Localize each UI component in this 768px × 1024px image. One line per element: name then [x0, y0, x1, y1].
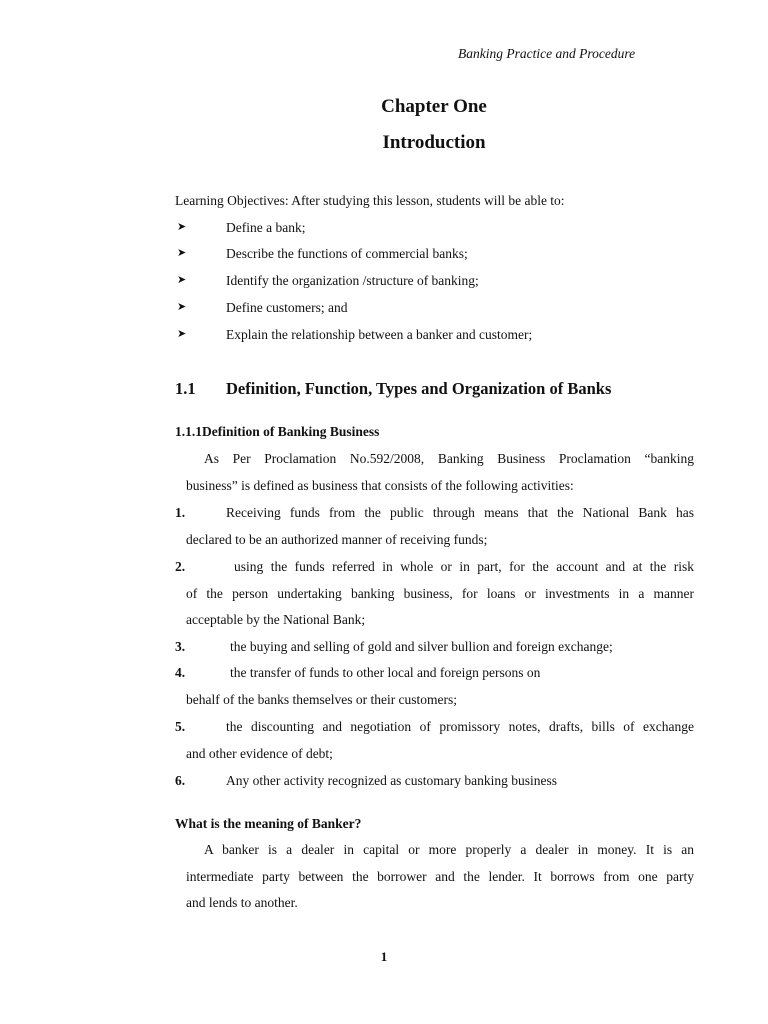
paragraph-line: and lends to another. [186, 895, 298, 910]
list-item-line: declared to be an authorized manner of receiving funds; [186, 532, 488, 547]
page-number: 1 [380, 949, 388, 964]
objective-item: Explain the relationship between a banker and customer; [226, 327, 533, 342]
list-number: 4. [175, 665, 186, 680]
paragraph-line: business” is defined as business that consists of the following activities: [186, 478, 574, 493]
arrow-bullet-icon: ➤ [177, 328, 187, 340]
list-number: 5. [175, 719, 186, 734]
objective-item: Define a bank; [226, 220, 306, 235]
chapter-title: Introduction [382, 132, 486, 153]
list-number: 3. [175, 639, 186, 654]
list-item-line: Any other activity recognized as customary banking business [226, 773, 558, 788]
objective-item: Describe the functions of commercial banks; [226, 246, 468, 261]
section-number: 1.1 [175, 379, 196, 398]
list-number: 1. [175, 505, 186, 520]
paragraph-line: A banker is a dealer in capital or more properly a dealer in money. It is an [204, 842, 694, 857]
list-item-line: of the person undertaking banking business, for loans or investments in a manner [186, 586, 694, 601]
arrow-bullet-icon: ➤ [177, 274, 187, 286]
objectives-intro: Learning Objectives: After studying this lesson, students will be able to: [175, 193, 565, 208]
section-title: Definition, Function, Types and Organization of Banks [226, 379, 612, 398]
list-item-line: using the funds referred in whole or in part, for the account and at the risk [234, 559, 694, 574]
arrow-bullet-icon: ➤ [177, 247, 187, 259]
list-number: 6. [175, 773, 186, 788]
paragraph-line: As Per Proclamation No.592/2008, Banking Business Proclamation “banking [204, 451, 694, 466]
running-header: Banking Practice and Procedure [458, 46, 636, 61]
list-item-line: Receiving funds from the public through means that the National Bank has [226, 505, 694, 520]
list-item-line: behalf of the banks themselves or their customers; [186, 692, 458, 707]
arrow-bullet-icon: ➤ [177, 221, 187, 233]
paragraph-line: intermediate party between the borrower and the lender. It borrows from one party [186, 869, 694, 884]
arrow-bullet-icon: ➤ [177, 301, 187, 313]
objective-item: Define customers; and [226, 300, 348, 315]
banker-heading: What is the meaning of Banker? [175, 816, 362, 831]
chapter-number-title: Chapter One [381, 96, 487, 117]
list-item-line: the discounting and negotiation of promissory notes, drafts, bills of exchange [226, 719, 694, 734]
list-item-line: and other evidence of debt; [186, 746, 333, 761]
objective-item: Identify the organization /structure of banking; [226, 273, 479, 288]
list-item-line: the transfer of funds to other local and foreign persons on [230, 665, 541, 680]
list-item-line: the buying and selling of gold and silver bullion and foreign exchange; [230, 639, 613, 654]
list-number: 2. [175, 559, 186, 574]
subsection-heading: 1.1.1Definition of Banking Business [175, 424, 380, 439]
list-item-line: acceptable by the National Bank; [186, 612, 366, 627]
